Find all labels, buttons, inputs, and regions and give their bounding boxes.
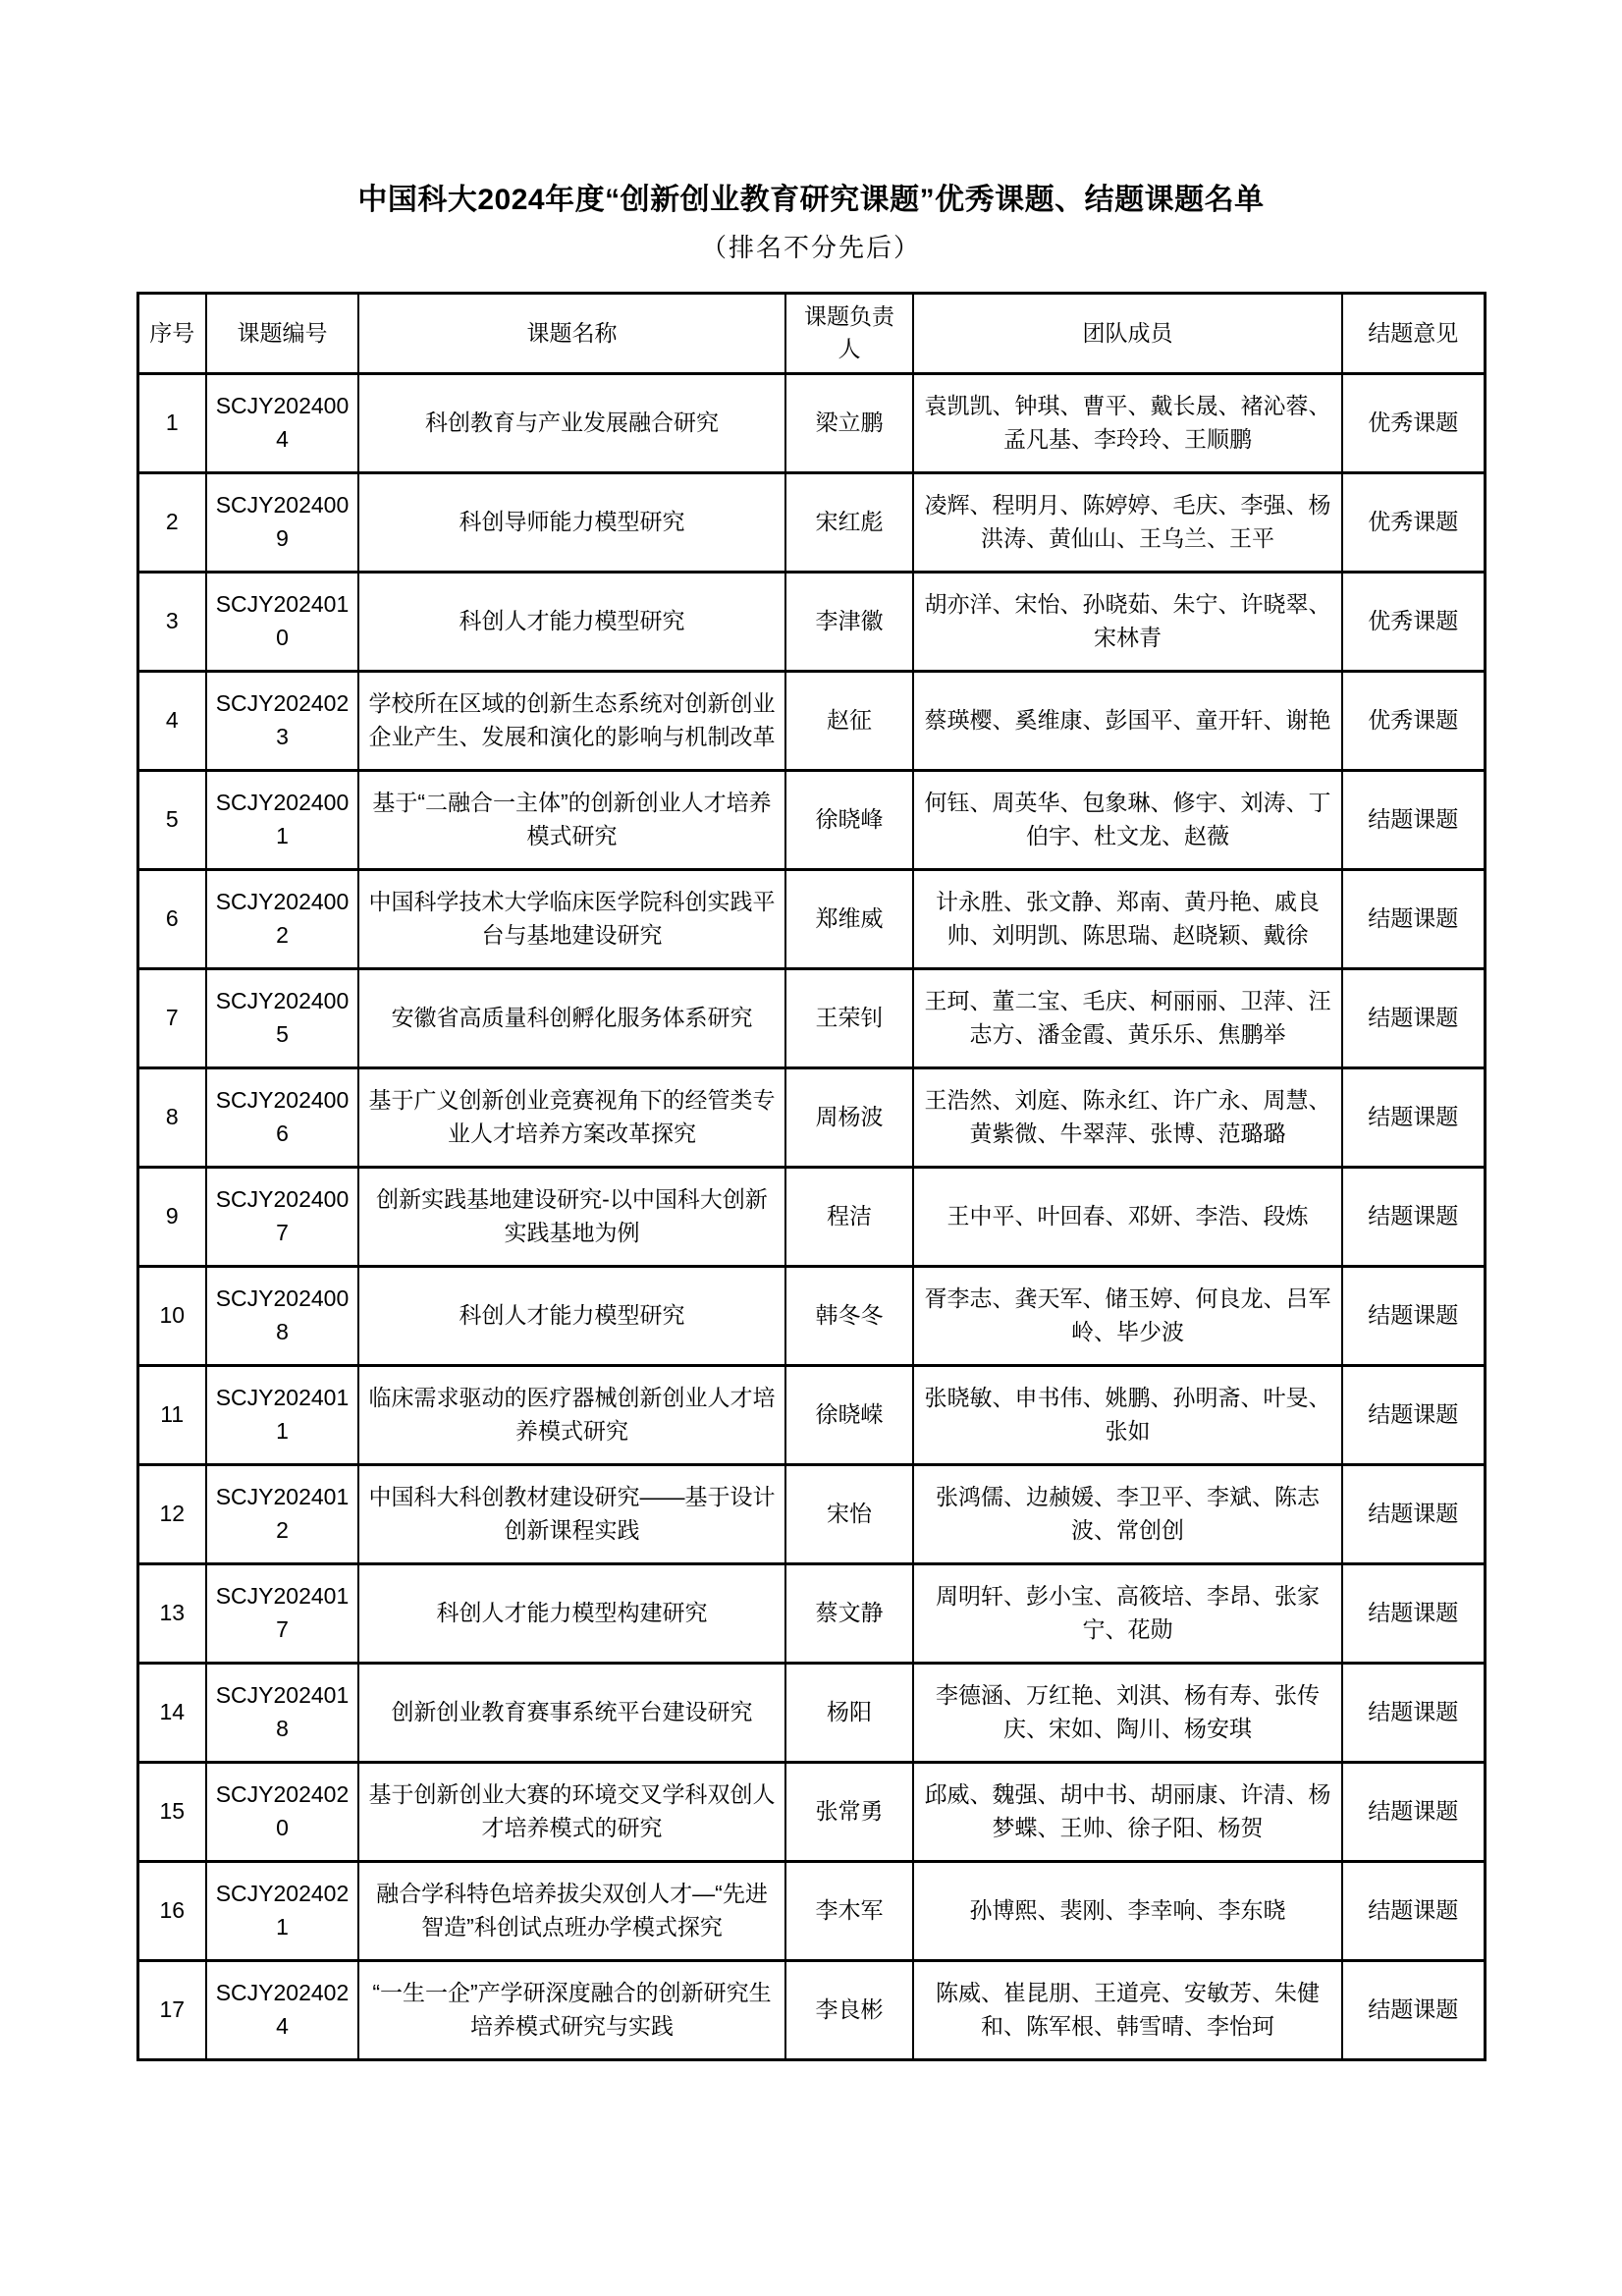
project-code-cell: SCJY2024012 — [206, 1464, 358, 1563]
conclusion-opinion-cell: 结题课题 — [1342, 1663, 1485, 1762]
table-row — [137, 373, 1485, 472]
project-leader-cell: 程洁 — [785, 1167, 913, 1266]
table-row — [137, 671, 1485, 770]
project-leader-cell: 梁立鹏 — [785, 373, 913, 472]
team-members-cell: 计永胜、张文静、郑南、黄丹艳、戚良帅、刘明凯、陈思瑞、赵晓颖、戴徐 — [913, 869, 1342, 968]
project-leader-cell: 赵征 — [785, 671, 913, 770]
table-row — [137, 1762, 1485, 1861]
table-body — [137, 373, 1485, 2059]
table-row — [137, 572, 1485, 671]
project-code-cell: SCJY2024008 — [206, 1266, 358, 1365]
conclusion-opinion-cell: 结题课题 — [1342, 1563, 1485, 1663]
project-name-cell: 创新创业教育赛事系统平台建设研究 — [358, 1663, 785, 1762]
project-leader-cell: 韩冬冬 — [785, 1266, 913, 1365]
project-name-cell: 基于“二融合一主体”的创新创业人才培养模式研究 — [358, 770, 785, 869]
conclusion-opinion-cell: 优秀课题 — [1342, 373, 1485, 472]
conclusion-opinion-cell: 结题课题 — [1342, 1960, 1485, 2059]
team-members-cell: 袁凯凯、钟琪、曹平、戴长晟、褚沁蓉、孟凡基、李玲玲、王顺鹏 — [913, 373, 1342, 472]
header-leader: 课题负责人 — [785, 294, 913, 374]
team-members-cell: 胥李志、龚天军、储玉婷、何良龙、吕军岭、毕少波 — [913, 1266, 1342, 1365]
project-code-cell: SCJY2024006 — [206, 1067, 358, 1167]
conclusion-opinion-cell: 结题课题 — [1342, 1266, 1485, 1365]
row-index-cell: 10 — [137, 1266, 206, 1365]
row-index-cell: 16 — [137, 1861, 206, 1960]
project-code-cell: SCJY2024007 — [206, 1167, 358, 1266]
table-row — [137, 1960, 1485, 2059]
project-name-cell: “一生一企”产学研深度融合的创新研究生培养模式研究与实践 — [358, 1960, 785, 2059]
project-roster-table — [136, 292, 1487, 2061]
row-index-cell: 4 — [137, 671, 206, 770]
team-members-cell: 蔡瑛樱、奚维康、彭国平、童开轩、谢艳 — [913, 671, 1342, 770]
table-header — [137, 294, 1485, 374]
row-index-cell: 12 — [137, 1464, 206, 1563]
project-code-cell: SCJY2024021 — [206, 1861, 358, 1960]
project-name-cell: 融合学科特色培养拔尖双创人才—“先进智造”科创试点班办学模式探究 — [358, 1861, 785, 1960]
conclusion-opinion-cell: 结题课题 — [1342, 1861, 1485, 1960]
project-name-cell: 安徽省高质量科创孵化服务体系研究 — [358, 968, 785, 1067]
project-leader-cell: 徐晓峰 — [785, 770, 913, 869]
conclusion-opinion-cell: 优秀课题 — [1342, 472, 1485, 572]
project-name-cell: 科创人才能力模型研究 — [358, 1266, 785, 1365]
conclusion-opinion-cell: 优秀课题 — [1342, 572, 1485, 671]
team-members-cell: 李德涵、万红艳、刘淇、杨有寿、张传庆、宋如、陶川、杨安琪 — [913, 1663, 1342, 1762]
row-index-cell: 3 — [137, 572, 206, 671]
project-leader-cell: 宋怡 — [785, 1464, 913, 1563]
conclusion-opinion-cell: 结题课题 — [1342, 869, 1485, 968]
conclusion-opinion-cell: 优秀课题 — [1342, 671, 1485, 770]
team-members-cell: 孙博熙、裴刚、李幸响、李东晓 — [913, 1861, 1342, 1960]
header-code: 课题编号 — [206, 294, 358, 374]
row-index-cell: 9 — [137, 1167, 206, 1266]
table-row — [137, 869, 1485, 968]
project-code-cell: SCJY2024010 — [206, 572, 358, 671]
team-members-cell: 胡亦洋、宋怡、孙晓茹、朱宁、许晓翠、宋林青 — [913, 572, 1342, 671]
row-index-cell: 13 — [137, 1563, 206, 1663]
project-name-cell: 学校所在区域的创新生态系统对创新创业企业产生、发展和演化的影响与机制改革 — [358, 671, 785, 770]
project-leader-cell: 张常勇 — [785, 1762, 913, 1861]
conclusion-opinion-cell: 结题课题 — [1342, 968, 1485, 1067]
header-row — [137, 294, 1485, 374]
row-index-cell: 8 — [137, 1067, 206, 1167]
header-no: 序号 — [137, 294, 206, 374]
project-leader-cell: 李木军 — [785, 1861, 913, 1960]
project-leader-cell: 李津徽 — [785, 572, 913, 671]
project-name-cell: 临床需求驱动的医疗器械创新创业人才培养模式研究 — [358, 1365, 785, 1464]
table-row — [137, 1464, 1485, 1563]
project-code-cell: SCJY2024023 — [206, 671, 358, 770]
team-members-cell: 邱威、魏强、胡中书、胡丽康、许清、杨梦蝶、王帅、徐子阳、杨贺 — [913, 1762, 1342, 1861]
conclusion-opinion-cell: 结题课题 — [1342, 1167, 1485, 1266]
project-leader-cell: 宋红彪 — [785, 472, 913, 572]
conclusion-opinion-cell: 结题课题 — [1342, 1067, 1485, 1167]
page-title: 中国科大2024年度“创新创业教育研究课题”优秀课题、结题课题名单 — [357, 184, 1265, 216]
project-name-cell: 基于创新创业大赛的环境交叉学科双创人才培养模式的研究 — [358, 1762, 785, 1861]
project-code-cell: SCJY2024020 — [206, 1762, 358, 1861]
page-subtitle: （排名不分先后） — [700, 234, 921, 262]
project-code-cell: SCJY2024005 — [206, 968, 358, 1067]
conclusion-opinion-cell: 结题课题 — [1342, 1464, 1485, 1563]
project-leader-cell: 徐晓嵘 — [785, 1365, 913, 1464]
team-members-cell: 陈威、崔昆朋、王道亮、安敏芳、朱健和、陈军根、韩雪晴、李怡珂 — [913, 1960, 1342, 2059]
conclusion-opinion-cell: 结题课题 — [1342, 1762, 1485, 1861]
row-index-cell: 2 — [137, 472, 206, 572]
project-name-cell: 科创人才能力模型构建研究 — [358, 1563, 785, 1663]
row-index-cell: 15 — [137, 1762, 206, 1861]
project-leader-cell: 郑维威 — [785, 869, 913, 968]
conclusion-opinion-cell: 结题课题 — [1342, 1365, 1485, 1464]
project-leader-cell: 李良彬 — [785, 1960, 913, 2059]
team-members-cell: 王珂、董二宝、毛庆、柯丽丽、卫萍、汪志方、潘金霞、黄乐乐、焦鹏举 — [913, 968, 1342, 1067]
row-index-cell: 5 — [137, 770, 206, 869]
project-code-cell: SCJY2024002 — [206, 869, 358, 968]
header-members: 团队成员 — [913, 294, 1342, 374]
project-leader-cell: 杨阳 — [785, 1663, 913, 1762]
table-row — [137, 1563, 1485, 1663]
table-row — [137, 1266, 1485, 1365]
project-code-cell: SCJY2024017 — [206, 1563, 358, 1663]
table-row — [137, 770, 1485, 869]
team-members-cell: 周明轩、彭小宝、高筱培、李昂、张家宁、花勋 — [913, 1563, 1342, 1663]
project-leader-cell: 蔡文静 — [785, 1563, 913, 1663]
row-index-cell: 11 — [137, 1365, 206, 1464]
team-members-cell: 张鸿儒、边赪媛、李卫平、李斌、陈志波、常创创 — [913, 1464, 1342, 1563]
table-row — [137, 1167, 1485, 1266]
project-name-cell: 科创教育与产业发展融合研究 — [358, 373, 785, 472]
header-name: 课题名称 — [358, 294, 785, 374]
team-members-cell: 张晓敏、申书伟、姚鹏、孙明斋、叶旻、张如 — [913, 1365, 1342, 1464]
project-code-cell: SCJY2024009 — [206, 472, 358, 572]
conclusion-opinion-cell: 结题课题 — [1342, 770, 1485, 869]
row-index-cell: 6 — [137, 869, 206, 968]
project-name-cell: 科创人才能力模型研究 — [358, 572, 785, 671]
project-name-cell: 中国科学技术大学临床医学院科创实践平台与基地建设研究 — [358, 869, 785, 968]
row-index-cell: 1 — [137, 373, 206, 472]
table-row — [137, 968, 1485, 1067]
project-leader-cell: 周杨波 — [785, 1067, 913, 1167]
project-name-cell: 基于广义创新创业竞赛视角下的经管类专业人才培养方案改革探究 — [358, 1067, 785, 1167]
table-row — [137, 1067, 1485, 1167]
team-members-cell: 凌辉、程明月、陈婷婷、毛庆、李强、杨洪涛、黄仙山、王乌兰、王平 — [913, 472, 1342, 572]
header-opinion: 结题意见 — [1342, 294, 1485, 374]
team-members-cell: 王中平、叶回春、邓妍、李浩、段炼 — [913, 1167, 1342, 1266]
team-members-cell: 王浩然、刘庭、陈永红、许广永、周慧、黄紫微、牛翠萍、张博、范璐璐 — [913, 1067, 1342, 1167]
table-row — [137, 472, 1485, 572]
project-code-cell: SCJY2024004 — [206, 373, 358, 472]
project-code-cell: SCJY2024011 — [206, 1365, 358, 1464]
project-code-cell: SCJY2024024 — [206, 1960, 358, 2059]
project-name-cell: 科创导师能力模型研究 — [358, 472, 785, 572]
project-name-cell: 中国科大科创教材建设研究——基于设计创新课程实践 — [358, 1464, 785, 1563]
project-code-cell: SCJY2024018 — [206, 1663, 358, 1762]
project-leader-cell: 王荣钊 — [785, 968, 913, 1067]
project-code-cell: SCJY2024001 — [206, 770, 358, 869]
table-row — [137, 1861, 1485, 1960]
row-index-cell: 17 — [137, 1960, 206, 2059]
row-index-cell: 14 — [137, 1663, 206, 1762]
table-row — [137, 1365, 1485, 1464]
row-index-cell: 7 — [137, 968, 206, 1067]
table-row — [137, 1663, 1485, 1762]
project-name-cell: 创新实践基地建设研究-以中国科大创新实践基地为例 — [358, 1167, 785, 1266]
team-members-cell: 何钰、周英华、包象琳、修宇、刘涛、丁伯宇、杜文龙、赵薇 — [913, 770, 1342, 869]
